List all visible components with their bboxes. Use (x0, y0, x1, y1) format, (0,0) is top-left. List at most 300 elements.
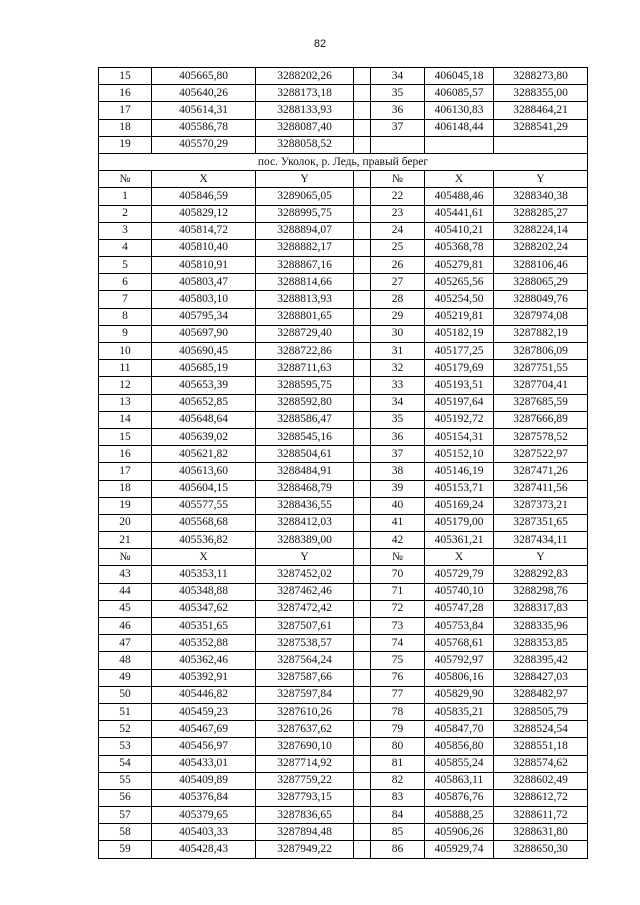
point-number-cell: 56 (99, 789, 152, 806)
point-number-cell: 31 (371, 343, 425, 360)
y-coordinate-cell: 3288292,83 (494, 566, 588, 583)
x-coordinate-cell: 405614,31 (152, 102, 256, 119)
point-number-cell: 23 (371, 205, 425, 222)
x-header: X (152, 549, 256, 566)
y-coordinate-cell: 3287806,09 (494, 343, 588, 360)
x-coordinate-cell (425, 136, 494, 153)
header-row (99, 171, 588, 188)
point-number-cell: 70 (371, 566, 425, 583)
y-coordinate-cell: 3289065,05 (256, 188, 354, 205)
x-coordinate-cell: 405182,19 (425, 325, 494, 342)
y-coordinate-cell: 3287434,11 (494, 532, 588, 549)
x-coordinate-cell: 405685,19 (152, 360, 256, 377)
x-coordinate-cell: 405640,26 (152, 85, 256, 102)
y-header: Y (494, 549, 588, 566)
y-coordinate-cell: 3288436,55 (256, 497, 354, 514)
column-gap-cell (354, 325, 371, 342)
y-coordinate-cell: 3287836,65 (256, 807, 354, 824)
column-gap-cell (354, 446, 371, 463)
x-header: X (152, 171, 256, 188)
x-coordinate-cell: 405433,01 (152, 755, 256, 772)
column-gap-cell (354, 343, 371, 360)
column-gap-cell (354, 703, 371, 720)
point-number-cell: 10 (99, 343, 152, 360)
x-coordinate-cell: 405488,46 (425, 188, 494, 205)
y-coordinate-cell: 3288813,93 (256, 291, 354, 308)
x-coordinate-cell: 405409,89 (152, 772, 256, 789)
column-gap-cell (354, 480, 371, 497)
y-header: Y (494, 171, 588, 188)
column-gap-cell (354, 566, 371, 583)
y-coordinate-cell: 3288202,24 (494, 239, 588, 256)
table-row (99, 136, 588, 153)
y-coordinate-cell: 3287472,42 (256, 600, 354, 617)
point-number-cell: 4 (99, 239, 152, 256)
point-number-cell: 29 (371, 308, 425, 325)
table-row (99, 669, 588, 686)
x-coordinate-cell: 405792,97 (425, 652, 494, 669)
table-row (99, 274, 588, 291)
x-coordinate-cell: 405648,64 (152, 411, 256, 428)
column-gap-cell (354, 497, 371, 514)
y-coordinate-cell: 3288586,47 (256, 411, 354, 428)
x-coordinate-cell: 405639,02 (152, 428, 256, 445)
y-coordinate-cell: 3288574,62 (494, 755, 588, 772)
y-coordinate-cell: 3287578,52 (494, 428, 588, 445)
point-number-cell: 8 (99, 308, 152, 325)
column-gap-cell (354, 635, 371, 652)
point-number-cell: 44 (99, 583, 152, 600)
point-number-cell: 41 (371, 514, 425, 531)
column-gap-cell (354, 428, 371, 445)
y-coordinate-cell: 3288650,30 (494, 841, 588, 858)
x-coordinate-cell: 405621,82 (152, 446, 256, 463)
column-gap-cell (354, 188, 371, 205)
y-coordinate-cell: 3287564,24 (256, 652, 354, 669)
x-coordinate-cell: 405410,21 (425, 222, 494, 239)
column-gap-cell (354, 257, 371, 274)
point-number-cell: 16 (99, 446, 152, 463)
column-gap-cell (354, 274, 371, 291)
x-coordinate-cell: 405929,74 (425, 841, 494, 858)
x-coordinate-cell: 405690,45 (152, 343, 256, 360)
column-gap-cell (354, 85, 371, 102)
table-row (99, 738, 588, 755)
x-coordinate-cell: 405604,15 (152, 480, 256, 497)
point-number-cell: 6 (99, 274, 152, 291)
column-gap-cell (354, 721, 371, 738)
column-gap-cell (354, 222, 371, 239)
column-gap-cell (354, 549, 371, 566)
point-number-cell: 75 (371, 652, 425, 669)
point-number-cell: 33 (371, 377, 425, 394)
y-coordinate-cell: 3287351,65 (494, 514, 588, 531)
point-number-cell: 24 (371, 222, 425, 239)
y-coordinate-cell: 3288867,16 (256, 257, 354, 274)
column-gap-cell (354, 583, 371, 600)
y-coordinate-cell: 3288722,86 (256, 343, 354, 360)
point-number-cell: 11 (99, 360, 152, 377)
x-coordinate-cell: 405392,91 (152, 669, 256, 686)
x-coordinate-cell: 405179,69 (425, 360, 494, 377)
column-gap-cell (354, 738, 371, 755)
y-coordinate-cell: 3287538,57 (256, 635, 354, 652)
x-coordinate-cell: 406085,57 (425, 85, 494, 102)
y-coordinate-cell: 3288173,18 (256, 85, 354, 102)
x-coordinate-cell: 405876,76 (425, 789, 494, 806)
x-coordinate-cell: 405192,72 (425, 411, 494, 428)
y-coordinate-cell: 3288106,46 (494, 257, 588, 274)
table-row (99, 480, 588, 497)
point-number-cell: 58 (99, 824, 152, 841)
point-number-cell: 19 (99, 497, 152, 514)
y-coordinate-cell: 3288317,83 (494, 600, 588, 617)
table-row (99, 308, 588, 325)
y-coordinate-cell: 3288894,07 (256, 222, 354, 239)
y-coordinate-cell: 3288427,03 (494, 669, 588, 686)
column-gap-cell (354, 618, 371, 635)
y-coordinate-cell: 3288049,76 (494, 291, 588, 308)
x-coordinate-cell: 405847,70 (425, 721, 494, 738)
x-coordinate-cell: 405376,84 (152, 789, 256, 806)
x-coordinate-cell: 405768,61 (425, 635, 494, 652)
y-coordinate-cell: 3288611,72 (494, 807, 588, 824)
y-coordinate-cell: 3288395,42 (494, 652, 588, 669)
x-coordinate-cell: 405795,34 (152, 308, 256, 325)
point-number-cell: 83 (371, 789, 425, 806)
column-gap-cell (354, 102, 371, 119)
x-coordinate-cell: 405570,29 (152, 136, 256, 153)
y-coordinate-cell: 3288202,26 (256, 68, 354, 85)
point-number-cell: 36 (371, 102, 425, 119)
table-row (99, 446, 588, 463)
y-coordinate-cell: 3288065,29 (494, 274, 588, 291)
table-row (99, 428, 588, 445)
x-coordinate-cell: 405652,85 (152, 394, 256, 411)
point-number-cell: 80 (371, 738, 425, 755)
y-coordinate-cell: 3287894,48 (256, 824, 354, 841)
x-coordinate-cell: 405568,68 (152, 514, 256, 531)
x-coordinate-cell: 405665,80 (152, 68, 256, 85)
table-row (99, 583, 588, 600)
point-number-cell: 74 (371, 635, 425, 652)
x-coordinate-cell: 405697,90 (152, 325, 256, 342)
y-header: Y (256, 549, 354, 566)
y-coordinate-cell: 3287522,97 (494, 446, 588, 463)
point-number-cell: 77 (371, 686, 425, 703)
y-coordinate-cell: 3287373,21 (494, 497, 588, 514)
point-number-cell: 9 (99, 325, 152, 342)
point-number-cell: 25 (371, 239, 425, 256)
y-coordinate-cell: 3288224,14 (494, 222, 588, 239)
table-row (99, 686, 588, 703)
table-row (99, 652, 588, 669)
x-coordinate-cell: 405169,24 (425, 497, 494, 514)
column-gap-cell (354, 463, 371, 480)
x-coordinate-cell: 405177,25 (425, 343, 494, 360)
y-coordinate-cell: 3288592,80 (256, 394, 354, 411)
point-number-cell: 38 (371, 463, 425, 480)
table-row (99, 205, 588, 222)
x-coordinate-cell: 405456,97 (152, 738, 256, 755)
y-coordinate-cell: 3287610,26 (256, 703, 354, 720)
y-coordinate-cell (494, 136, 588, 153)
y-coordinate-cell: 3287714,92 (256, 755, 354, 772)
y-coordinate-cell: 3287452,02 (256, 566, 354, 583)
previous-section-rows (99, 68, 588, 154)
point-number-cell: 15 (99, 428, 152, 445)
column-gap-cell (354, 532, 371, 549)
y-coordinate-cell: 3287690,10 (256, 738, 354, 755)
section-title-row (99, 153, 588, 170)
x-coordinate-cell: 406148,44 (425, 119, 494, 136)
y-coordinate-cell: 3288541,29 (494, 119, 588, 136)
column-gap-cell (354, 824, 371, 841)
point-number-cell: 5 (99, 257, 152, 274)
y-coordinate-cell: 3288814,66 (256, 274, 354, 291)
y-coordinate-cell: 3287974,08 (494, 308, 588, 325)
y-coordinate-cell: 3287471,26 (494, 463, 588, 480)
x-coordinate-cell: 405379,65 (152, 807, 256, 824)
column-gap-cell (354, 841, 371, 858)
y-coordinate-cell: 3287751,55 (494, 360, 588, 377)
y-coordinate-cell: 3288133,93 (256, 102, 354, 119)
x-coordinate-cell: 405613,60 (152, 463, 256, 480)
point-number-cell: 15 (99, 68, 152, 85)
y-coordinate-cell: 3287637,62 (256, 721, 354, 738)
y-coordinate-cell: 3288353,85 (494, 635, 588, 652)
y-coordinate-cell: 3287597,84 (256, 686, 354, 703)
x-coordinate-cell: 405753,84 (425, 618, 494, 635)
number-header: № (371, 171, 425, 188)
y-coordinate-cell: 3287704,41 (494, 377, 588, 394)
point-number-cell: 7 (99, 291, 152, 308)
point-number-cell: 20 (99, 514, 152, 531)
y-coordinate-cell: 3287587,66 (256, 669, 354, 686)
point-number-cell: 2 (99, 205, 152, 222)
y-coordinate-cell: 3287793,15 (256, 789, 354, 806)
x-header: X (425, 171, 494, 188)
x-coordinate-cell: 405577,55 (152, 497, 256, 514)
point-number-cell: 45 (99, 600, 152, 617)
table-row (99, 411, 588, 428)
column-gap-cell (354, 171, 371, 188)
y-coordinate-cell: 3288801,65 (256, 308, 354, 325)
x-coordinate-cell: 405829,90 (425, 686, 494, 703)
header-row-block-2 (99, 171, 588, 188)
y-coordinate-cell: 3288482,97 (494, 686, 588, 703)
y-coordinate-cell: 3288551,18 (494, 738, 588, 755)
point-number-cell: 72 (371, 600, 425, 617)
table-row (99, 463, 588, 480)
table-row (99, 85, 588, 102)
table-row (99, 102, 588, 119)
table-row (99, 325, 588, 342)
number-header: № (371, 549, 425, 566)
column-gap-cell (354, 119, 371, 136)
point-number-cell: 35 (371, 411, 425, 428)
x-coordinate-cell: 405459,23 (152, 703, 256, 720)
point-number-cell: 39 (371, 480, 425, 497)
point-number-cell: 85 (371, 824, 425, 841)
y-coordinate-cell: 3288595,75 (256, 377, 354, 394)
x-coordinate-cell: 405197,64 (425, 394, 494, 411)
point-number-cell: 47 (99, 635, 152, 652)
y-coordinate-cell: 3288273,80 (494, 68, 588, 85)
point-number-cell: 21 (99, 532, 152, 549)
table-row (99, 566, 588, 583)
column-gap-cell (354, 514, 371, 531)
x-coordinate-cell: 405179,00 (425, 514, 494, 531)
column-gap-cell (354, 205, 371, 222)
column-gap-cell (354, 411, 371, 428)
x-coordinate-cell: 405536,82 (152, 532, 256, 549)
number-header: № (99, 171, 152, 188)
y-coordinate-cell: 3287882,19 (494, 325, 588, 342)
coordinates-table (98, 67, 588, 859)
x-coordinate-cell: 405829,12 (152, 205, 256, 222)
column-gap-cell (354, 136, 371, 153)
table-row (99, 532, 588, 549)
x-coordinate-cell: 405279,81 (425, 257, 494, 274)
y-header: Y (256, 171, 354, 188)
x-coordinate-cell: 405810,40 (152, 239, 256, 256)
x-coordinate-cell: 405810,91 (152, 257, 256, 274)
x-coordinate-cell: 405154,31 (425, 428, 494, 445)
table-row (99, 703, 588, 720)
point-number-cell: 34 (371, 394, 425, 411)
x-coordinate-cell: 405888,25 (425, 807, 494, 824)
y-coordinate-cell: 3288058,52 (256, 136, 354, 153)
y-coordinate-cell: 3288087,40 (256, 119, 354, 136)
header-row (99, 549, 588, 566)
y-coordinate-cell: 3287666,89 (494, 411, 588, 428)
point-number-cell: 57 (99, 807, 152, 824)
x-coordinate-cell: 405362,46 (152, 652, 256, 669)
y-coordinate-cell: 3288995,75 (256, 205, 354, 222)
section-rows-43-86 (99, 566, 588, 858)
point-number-cell: 86 (371, 841, 425, 858)
section-heading (99, 153, 588, 170)
x-coordinate-cell: 406130,83 (425, 102, 494, 119)
table-row (99, 514, 588, 531)
x-coordinate-cell: 405806,16 (425, 669, 494, 686)
point-number-cell: 27 (371, 274, 425, 291)
point-number-cell: 26 (371, 257, 425, 274)
y-coordinate-cell: 3287411,56 (494, 480, 588, 497)
y-coordinate-cell: 3288631,80 (494, 824, 588, 841)
x-coordinate-cell: 405428,43 (152, 841, 256, 858)
y-coordinate-cell: 3288505,79 (494, 703, 588, 720)
y-coordinate-cell: 3288285,27 (494, 205, 588, 222)
column-gap-cell (354, 789, 371, 806)
table-row (99, 222, 588, 239)
column-gap-cell (354, 772, 371, 789)
point-number-cell: 19 (99, 136, 152, 153)
column-gap-cell (354, 68, 371, 85)
y-coordinate-cell: 3288464,21 (494, 102, 588, 119)
number-header: № (99, 549, 152, 566)
column-gap-cell (354, 291, 371, 308)
y-coordinate-cell: 3288389,00 (256, 532, 354, 549)
y-coordinate-cell: 3288545,16 (256, 428, 354, 445)
x-coordinate-cell: 405153,71 (425, 480, 494, 497)
table-row (99, 841, 588, 858)
y-coordinate-cell: 3287949,22 (256, 841, 354, 858)
x-coordinate-cell: 405152,10 (425, 446, 494, 463)
column-gap-cell (354, 239, 371, 256)
table-row (99, 789, 588, 806)
point-number-cell: 42 (371, 532, 425, 549)
point-number-cell: 37 (371, 446, 425, 463)
table-row (99, 188, 588, 205)
column-gap-cell (354, 360, 371, 377)
x-coordinate-cell: 405193,51 (425, 377, 494, 394)
x-header: X (425, 549, 494, 566)
point-number-cell: 84 (371, 807, 425, 824)
page-number: 82 (313, 38, 327, 50)
y-coordinate-cell: 3288355,00 (494, 85, 588, 102)
column-gap-cell (354, 686, 371, 703)
point-number-cell: 16 (99, 85, 152, 102)
x-coordinate-cell: 406045,18 (425, 68, 494, 85)
x-coordinate-cell: 405906,26 (425, 824, 494, 841)
point-number-cell: 1 (99, 188, 152, 205)
x-coordinate-cell: 405254,50 (425, 291, 494, 308)
x-coordinate-cell: 405855,24 (425, 755, 494, 772)
point-number-cell: 51 (99, 703, 152, 720)
point-number-cell: 13 (99, 394, 152, 411)
point-number-cell: 43 (99, 566, 152, 583)
section-title: пос. Уколок, р. Ледь, правый берег (99, 153, 588, 170)
x-coordinate-cell: 405653,39 (152, 377, 256, 394)
table-row (99, 807, 588, 824)
column-gap-cell (354, 669, 371, 686)
y-coordinate-cell: 3287685,59 (494, 394, 588, 411)
point-number-cell: 17 (99, 463, 152, 480)
x-coordinate-cell: 405353,11 (152, 566, 256, 583)
point-number-cell: 78 (371, 703, 425, 720)
x-coordinate-cell: 405803,47 (152, 274, 256, 291)
y-coordinate-cell: 3287759,22 (256, 772, 354, 789)
section-rows-1-42 (99, 188, 588, 549)
y-coordinate-cell: 3288412,03 (256, 514, 354, 531)
point-number-cell: 73 (371, 618, 425, 635)
x-coordinate-cell: 405403,33 (152, 824, 256, 841)
point-number-cell: 18 (99, 480, 152, 497)
table-row (99, 635, 588, 652)
column-gap-cell (354, 377, 371, 394)
x-coordinate-cell: 405747,28 (425, 600, 494, 617)
point-number-cell: 22 (371, 188, 425, 205)
point-number-cell: 81 (371, 755, 425, 772)
y-coordinate-cell: 3288298,76 (494, 583, 588, 600)
point-number-cell: 76 (371, 669, 425, 686)
point-number-cell: 30 (371, 325, 425, 342)
y-coordinate-cell: 3287507,61 (256, 618, 354, 635)
point-number-cell: 54 (99, 755, 152, 772)
point-number-cell: 49 (99, 669, 152, 686)
column-gap-cell (354, 755, 371, 772)
y-coordinate-cell: 3288729,40 (256, 325, 354, 342)
x-coordinate-cell: 405446,82 (152, 686, 256, 703)
x-coordinate-cell: 405740,10 (425, 583, 494, 600)
point-number-cell: 17 (99, 102, 152, 119)
point-number-cell: 71 (371, 583, 425, 600)
x-coordinate-cell: 405265,56 (425, 274, 494, 291)
x-coordinate-cell: 405586,78 (152, 119, 256, 136)
table-row (99, 721, 588, 738)
